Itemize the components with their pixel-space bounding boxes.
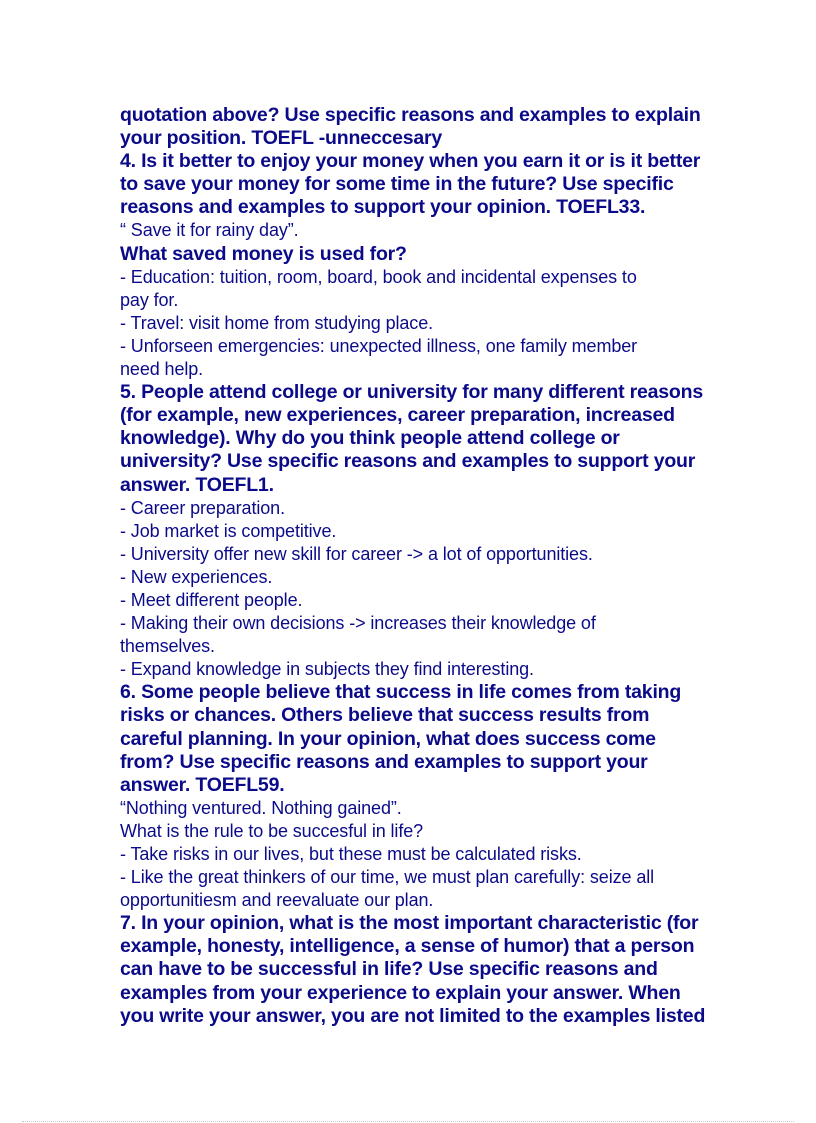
answer-text-line: themselves. [120,636,215,657]
question-text-line: 4. Is it better to enjoy your money when you earn it or is it better [120,150,701,173]
question-text-line: What saved money is used for? [120,242,407,265]
answer-text-line: - University offer new skill for career -> a lot of opportunities. [120,543,593,564]
answer-text-line: - Like the great thinkers of our time, we must plan carefully: seize all [120,867,655,888]
document-body [120,104,720,1028]
answer-text-line: - Career preparation. [120,497,285,518]
question-text-line: to save your money for some time in the future? Use specific [120,173,674,196]
question-text-line: from? Use specific reasons and examples to support your [120,750,648,773]
question-text-line: careful planning. In your opinion, what does success come [120,727,656,750]
answer-text-line: - Unforseen emergencies: unexpected illness, one family member [120,335,638,356]
answer-text-line: - Making their own decisions -> increases their knowledge of [120,613,596,634]
answer-text-line: - New experiences. [120,566,273,587]
answer-text-line: - Expand knowledge in subjects they find interesting. [120,659,534,680]
answer-text-line: - Education: tuition, room, board, book and incidental expenses to [120,266,637,287]
question-text-line: quotation above? Use specific reasons and examples to explain [120,104,701,126]
answer-text-line: - Meet different people. [120,589,303,610]
answer-text-line: pay for. [120,289,179,310]
question-text-line: 7. In your opinion, what is the most important characteristic (for [120,912,699,935]
question-text-line: (for example, new experiences, career preparation, increased [120,404,675,427]
answer-text-line: need help. [120,359,204,380]
question-text-line: university? Use specific reasons and examples to support your [120,450,696,473]
answer-text-line: “ Save it for rainy day”. [120,220,299,241]
page-bottom-divider [22,1121,794,1122]
answer-text-line: “Nothing ventured. Nothing gained”. [120,797,402,818]
question-text-line: your position. TOEFL -unneccesary [120,127,443,150]
question-text-line: 5. People attend college or university for many different reasons [120,381,703,404]
question-text-line: risks or chances. Others believe that success results from [120,704,650,727]
answer-text-line: What is the rule to be succesful in life? [120,820,424,841]
answer-text-line: - Job market is competitive. [120,520,337,541]
question-text-line: examples from your experience to explain your answer. When [120,981,681,1004]
answer-text-line: - Take risks in our lives, but these must be calculated risks. [120,844,582,864]
question-text-line: you write your answer, you are not limited to the examples listed [120,1004,706,1027]
question-text-line: knowledge). Why do you think people attend college or [120,427,620,450]
answer-text-line: opportunitiesm and reevaluate our plan. [120,890,434,911]
question-text-line: 6. Some people believe that success in life comes from taking [120,681,682,704]
question-text-line: reasons and examples to support your opinion. TOEFL33. [120,196,646,219]
question-text-line: answer. TOEFL1. [120,473,274,496]
question-text-line: answer. TOEFL59. [120,773,285,796]
question-text-line: can have to be successful in life? Use specific reasons and [120,958,658,981]
answer-text-line: - Travel: visit home from studying place. [120,312,434,333]
question-text-line: example, honesty, intelligence, a sense of humor) that a person [120,935,695,958]
